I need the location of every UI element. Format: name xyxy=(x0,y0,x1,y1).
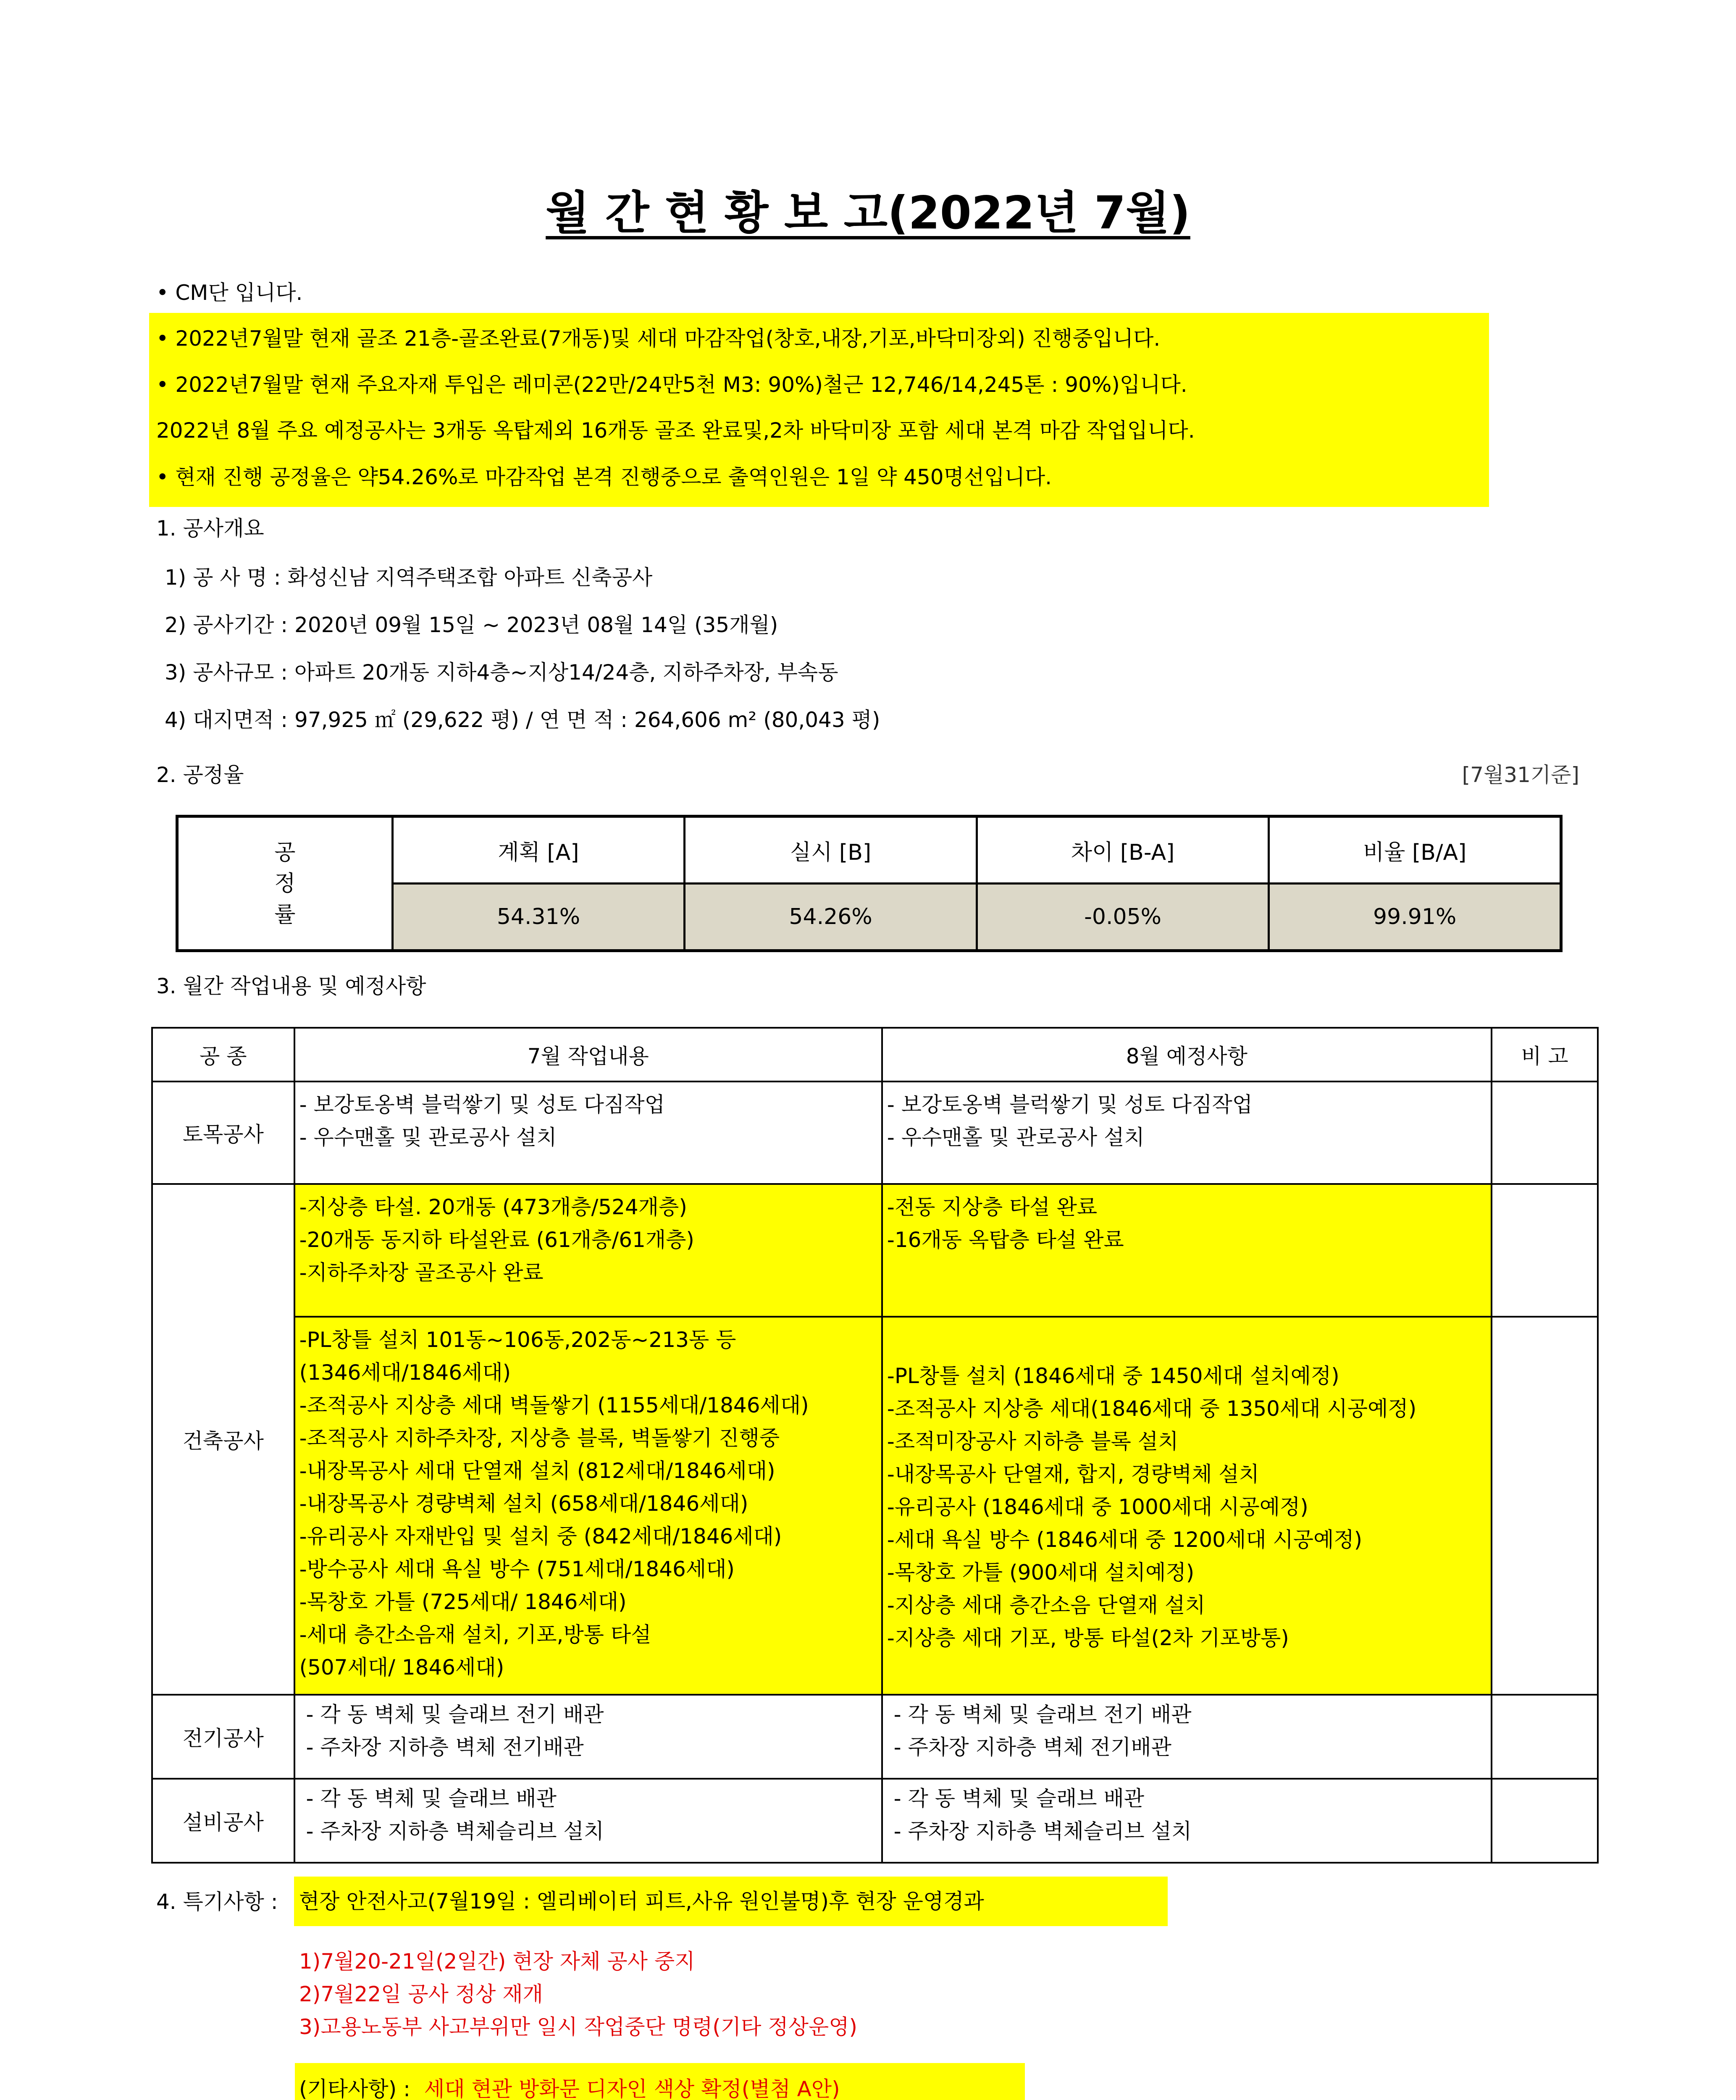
summary-line: • 2022년7월말 현재 주요자재 투입은 레미콘(22만/24만5천 M3: 90%)철근 12,746/14,245톤 : 90%)입니다. xyxy=(156,373,1187,397)
overview-item: 2) 공사기간 : 2020년 09월 15일 ~ 2023년 08월 14일 (35개월) xyxy=(165,613,778,637)
section3-heading: 3. 월간 작업내용 및 예정사항 xyxy=(156,974,426,998)
trade-label-civil: 토목공사 xyxy=(152,1082,294,1184)
remarks-cell xyxy=(1492,1082,1598,1184)
trade-label-arch: 건축공사 xyxy=(152,1184,294,1695)
overview-item: 3) 공사규모 : 아파트 20개동 지하4층~지상14/24층, 지하주차장, 부속동 xyxy=(165,660,838,685)
aug-plan-cell: - 각 동 벽체 및 슬래브 배관 - 주차장 지하층 벽체슬리브 설치 xyxy=(882,1779,1492,1863)
july-work-cell: - 보강토옹벽 블럭쌓기 및 성토 다짐작업 - 우수맨홀 및 관로공사 설치 xyxy=(294,1082,882,1184)
table-header: 공 종 xyxy=(152,1028,294,1082)
july-work-cell: -지상층 타설. 20개동 (473개층/524개층) -20개동 동지하 타설완료 (61개층/61개층) -지하주차장 골조공사 완료 xyxy=(294,1184,882,1317)
etc-label: (기타사항) : xyxy=(299,2077,410,2100)
aug-plan-cell: - 각 동 벽체 및 슬래브 전기 배관 - 주차장 지하층 벽체 전기배관 xyxy=(882,1695,1492,1779)
progress-value-actual: 54.26% xyxy=(685,884,977,951)
remarks-cell xyxy=(1492,1695,1598,1779)
progress-rate-table xyxy=(176,815,1563,952)
remarks-cell xyxy=(1492,1779,1598,1863)
july-work-cell: -PL창틀 설치 101동~106동,202동~213동 등 (1346세대/1846세대) -조적공사 지상층 세대 벽돌쌓기 (1155세대/1846세대) -조적공사 지하주차장, 지상층 블록, 벽돌쌓기 진행중 -내장목공사 세대 단열재 설치 (812세대/1846세대) -내장목공사 경량벽체 설치 (658세대/1846세대) -유리공사 자재반입 및 설치 중 (842세대/1846세대) -방수공사 세대 욕실 방수 (751세대/1846세대) -목창호 가틀 (725세대/ 1846세대) -세대 층간소음재 설치, 기포,방통 타설 (507세대/ 1846세대) xyxy=(294,1317,882,1695)
section2-heading: 2. 공정율 xyxy=(156,763,244,787)
overview-item: 1) 공 사 명 : 화성신남 지역주택조합 아파트 신축공사 xyxy=(165,565,653,590)
trade-label-mech: 설비공사 xyxy=(152,1779,294,1863)
progress-value-ratio: 99.91% xyxy=(1269,884,1561,951)
remarks-cell xyxy=(1492,1184,1598,1317)
july-work-cell: - 각 동 벽체 및 슬래브 배관 - 주차장 지하층 벽체슬리브 설치 xyxy=(294,1779,882,1863)
section4-heading: 4. 특기사항 : xyxy=(156,1890,278,1914)
summary-line: • 2022년7월말 현재 골조 21층-골조완료(7개동)및 세대 마감작업(창호,내장,기포,바닥미장외) 진행중입니다. xyxy=(156,326,1161,351)
summary-line: • CM단 입니다. xyxy=(156,281,303,305)
progress-row-label: 공 정 률 xyxy=(177,816,393,951)
remarks-cell xyxy=(1492,1317,1598,1695)
progress-header: 실시 [B] xyxy=(685,816,977,884)
section1-heading: 1. 공사개요 xyxy=(156,516,264,541)
july-work-cell: - 각 동 벽체 및 슬래브 전기 배관 - 주차장 지하층 벽체 전기배관 xyxy=(294,1695,882,1779)
summary-line: • 현재 진행 공정율은 약54.26%로 마감작업 본격 진행중으로 출역인원은 1일 약 450명선입니다. xyxy=(156,465,1052,489)
table-header: 7월 작업내용 xyxy=(294,1028,882,1082)
etc-text: 세대 현관 방화문 디자인 색상 확정(별첨 A안) xyxy=(424,2077,840,2100)
progress-value-diff: -0.05% xyxy=(977,884,1269,951)
progress-header: 차이 [B-A] xyxy=(977,816,1269,884)
table-header: 비 고 xyxy=(1492,1028,1598,1082)
progress-value-plan: 54.31% xyxy=(392,884,685,951)
special-note-item: 2)7월22일 공사 정상 재개 xyxy=(299,1982,543,2006)
trade-label-elec: 전기공사 xyxy=(152,1695,294,1779)
overview-item: 4) 대지면적 : 97,925 ㎡ (29,622 평) / 연 면 적 : 264,606 m² (80,043 평) xyxy=(165,708,880,732)
aug-plan-cell: -전동 지상층 타설 완료 -16개동 옥탑층 타설 완료 xyxy=(882,1184,1492,1317)
summary-line: 2022년 8월 주요 예정공사는 3개동 옥탑제외 16개동 골조 완료및,2차 바닥미장 포함 세대 본격 마감 작업입니다. xyxy=(156,418,1195,443)
aug-plan-cell: -PL창틀 설치 (1846세대 중 1450세대 설치예정) -조적공사 지상층 세대(1846세대 중 1350세대 시공예정) -조적미장공사 지하층 블록 설치 -내장목공사 단열재, 합지, 경량벽체 설치 -유리공사 (1846세대 중 1000세대 시공예정) -세대 욕실 방수 (1846세대 중 1200세대 시공예정) -목창호 가틀 (900세대 설치예정) -지상층 세대 층간소음 단열재 설치 -지상층 세대 기포, 방통 타설(2차 기포방통) xyxy=(882,1317,1492,1695)
progress-header: 계획 [A] xyxy=(392,816,685,884)
page-title: 월 간 현 황 보 고(2022년 7월) xyxy=(546,187,1190,239)
monthly-work-table xyxy=(151,1027,1599,1864)
special-note-headline: 현장 안전사고(7월19일 : 엘리베이터 피트,사유 원인불명)후 현장 운영경과 xyxy=(294,1877,1168,1926)
aug-plan-cell: - 보강토옹벽 블럭쌓기 및 성토 다짐작업 - 우수맨홀 및 관로공사 설치 xyxy=(882,1082,1492,1184)
progress-header: 비율 [B/A] xyxy=(1269,816,1561,884)
table-header: 8월 예정사항 xyxy=(882,1028,1492,1082)
progress-basis-date: [7월31기준] xyxy=(1462,763,1579,787)
special-note-item: 3)고용노동부 사고부위만 일시 작업중단 명령(기타 정상운영) xyxy=(299,2015,857,2039)
special-note-item: 1)7월20-21일(2일간) 현장 자체 공사 중지 xyxy=(299,1949,695,1974)
